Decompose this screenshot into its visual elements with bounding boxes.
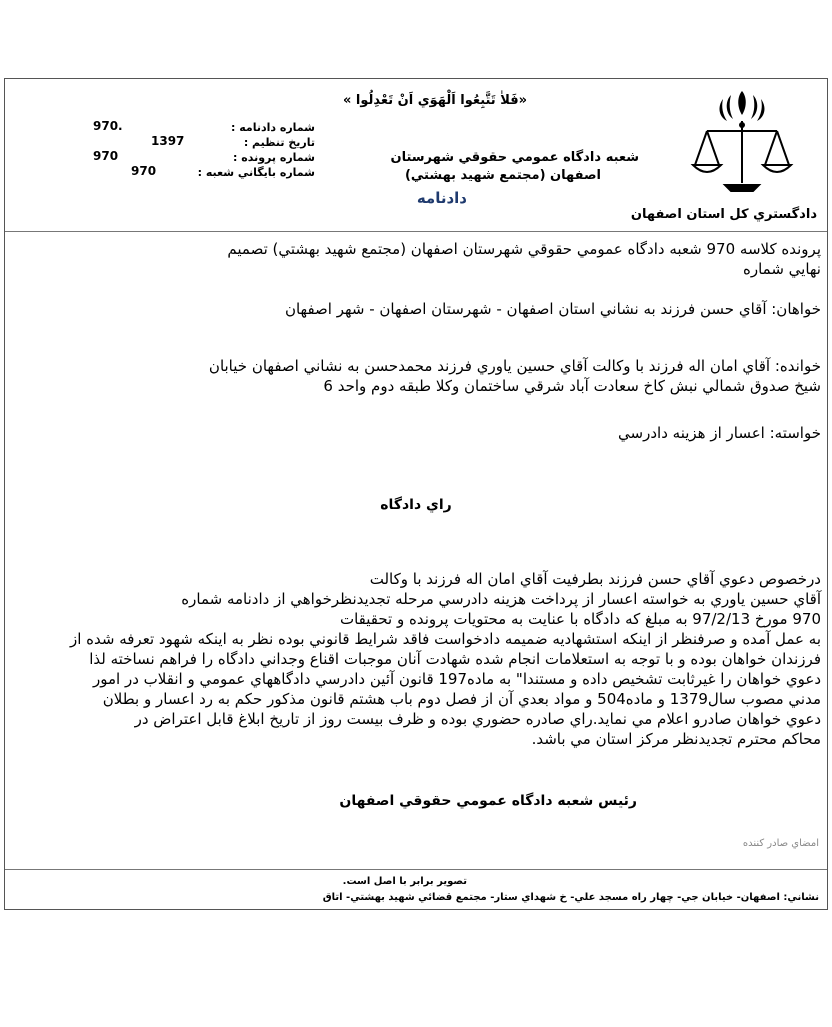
verdict-title: راي دادگاه [380,497,452,513]
meta-label: شماره دادنامه : [230,121,315,134]
judgment-document [4,78,828,910]
verdict-line: فرزندان خواهان بوده و با توجه به استعلامات انجام شده شهادت آنان موجبات اقناع وجداني دادگاه را فراهم نساخته لذا [89,650,821,668]
signature-line: رئيس شعبه دادگاه عمومي حقوقي اصفهان [339,793,637,809]
judiciary-name: دادگستري كل استان اصفهان [630,207,817,222]
meta-row-case-number [85,151,315,166]
claim-line: خواسته: اعسار از هزينه دادرسي [618,424,821,442]
plaintiff-line: خواهان: آقاي حسن فرزند به نشاني استان اصفهان - شهرستان اصفهان - شهر اصفهان [284,300,821,318]
verdict-line: مدني مصوب سال1379 و ماده504 و مواد بعدي آن از فصل دوم باب هشتم قانون مذكور حكم به رد اعسار و بطلان [102,690,821,708]
copy-note: تصوير برابر با اصل است. [342,876,467,887]
meta-row-judgment-number [85,121,315,136]
verdict-line: دعوي خواهان صادرو اعلام مي نمايد.راي صادره حضوري بوده و ظرف بيست روز از تاريخ ابلاغ قابل اعتراض در [134,710,821,728]
meta-label: شماره پرونده : [233,151,315,164]
court-address: نشاني: اصفهان- خيابان جي- چهار راه مسجد علي- خ شهداي ستار- مجتمع قضائي شهيد بهشتي- اتاق [322,892,819,903]
verdict-line: آقاي حسين ياوري به خواسته اعسار از پرداخت هزينه دادرسي مرحله تجديدنظرخواهي از دادنامه شماره [181,590,821,608]
defendant-line: خوانده: آقاي امان اله فرزند با وكالت آقاي حسين ياوري فرزند محمدحسن به نشاني اصفهان خيابان [208,357,821,375]
meta-value: 970. [93,119,123,133]
document-header [5,79,827,232]
meta-label: شماره بايگاني شعبه : [197,166,315,179]
verdict-line: دعوي خواهان را غيرثابت تشخيص داده و مستندا" به ماده197 قانون آئين دادرسي دادگاههاي عمومي و انقلاب در امور [93,670,821,688]
meta-label: تاريخ تنظيم : [243,136,315,149]
verdict-line: به عمل آمده و صرفنظر از اينكه استشهاديه ضميمه دادخواست فاقد شرايط قانوني بوده نظر به اينكه شهود تعرفه شده از [69,630,821,648]
meta-value: 970 [93,149,119,163]
meta-row-archive-number [85,166,315,181]
case-meta [85,121,315,181]
case-line: پرونده كلاسه 970 شعبه دادگاه عمومي حقوقي شهرستان اصفهان (مجتمع شهيد بهشتي) تصميم [227,240,821,258]
branch-court: دادگاه عمومي حقوقي شهرستان اصفهان (مجتمع شهيد بهشتي) [390,150,601,183]
signer-label: امضاي صادر كننده [742,838,819,849]
verdict-line: محاكم محترم تجديدنظر مركز استان مي باشد. [531,730,821,748]
quran-verse: «فَلاٰ تَتَّبِعُوا اَلْهَوَي اَنْ تَعْدِلُوا » [343,93,527,108]
meta-value: 970 [131,164,157,178]
verdict-line: درخصوص دعوي آقاي حسن فرزند بطرفيت آقاي امان اله فرزند با وكالت [369,570,821,588]
meta-value: 1397 [151,134,185,148]
document-title: دادنامه [416,189,467,207]
branch-label: شعبه [605,150,639,165]
verdict-line: 970 مورخ 97/2/13 به مبلغ كه دادگاه با عنايت به محتويات پرونده و تحقيقات [339,610,821,628]
iran-emblem-scales-icon [687,87,797,199]
case-line: نهايي شماره [742,260,821,278]
branch-block [339,149,639,189]
document-footer [5,869,827,910]
defendant-line: شيخ صدوق شمالي نبش كاخ سعادت آباد شرقي ساختمان وكلا طبقه دوم واحد 6 [323,377,821,395]
meta-row-date [85,136,315,151]
